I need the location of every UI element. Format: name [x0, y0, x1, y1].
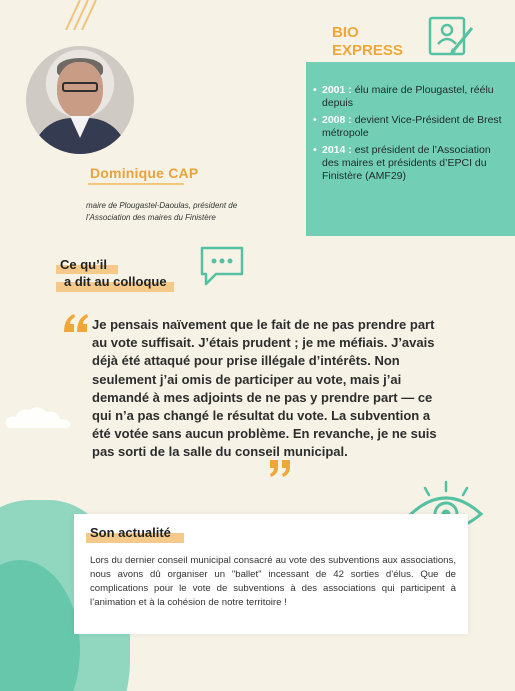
avatar — [26, 46, 134, 154]
bio-panel — [306, 62, 515, 236]
quote-title-line1: Ce qu’il — [60, 257, 107, 272]
news-box — [74, 514, 468, 634]
bio-title — [332, 24, 403, 60]
news-text: Lors du dernier conseil municipal consacré au vote des subventions aux associations, nous avons dû organiser un "ballet" incessant de 42 sorties d’élus. Que de complications pour le vote de subventions à des associations qui participent à l’animation et à la cohésion de notre territoire ! — [90, 555, 456, 608]
person-name: Dominique CAP — [90, 165, 199, 181]
id-card-icon — [428, 14, 474, 56]
quote-title-line2: a dit au colloque — [64, 274, 167, 289]
quote-open-icon — [62, 312, 90, 334]
bio-item: • 2014 : est président de l’Association des maires et présidents d’EPCI du Finistère (AMF29) — [322, 144, 509, 183]
person-role: maire de Plougastel-Daoulas, président de l’Association des maires du Finistère — [86, 201, 238, 222]
quote-close-icon — [268, 458, 294, 478]
cloud-icon — [4, 404, 74, 430]
bio-item: • 2008 : devient Vice-Président de Brest métropole — [322, 114, 509, 140]
quote-text: Je pensais naïvement que le fait de ne pas prendre part au vote suffisait. J’étais prudent ; je me méfiais. J’avais déjà été attaqué pour prise illégale d’intérêts. Non seulement j’ai omis de participer au vote, mais j’ai demandé à mes adjoints de ne pas y prendre part — ce qui n’a pas changé le résultat du vote. La subvention a été votée sans aucun problème. En revanche, je ne suis pas sorti de la salle du conseil municipal. — [92, 317, 437, 460]
bio-title-line1: BIO — [332, 24, 359, 41]
name-underline — [88, 183, 184, 185]
bio-list — [306, 62, 515, 183]
news-title: Son actualité — [90, 525, 171, 540]
bio-item: • 2001 : élu maire de Plougastel, réélu depuis — [322, 84, 509, 110]
quote-section-title — [60, 256, 167, 290]
bio-title-line2: EXPRESS — [332, 42, 403, 59]
chat-bubble-icon — [198, 242, 246, 290]
hatch-decoration — [60, 0, 100, 30]
